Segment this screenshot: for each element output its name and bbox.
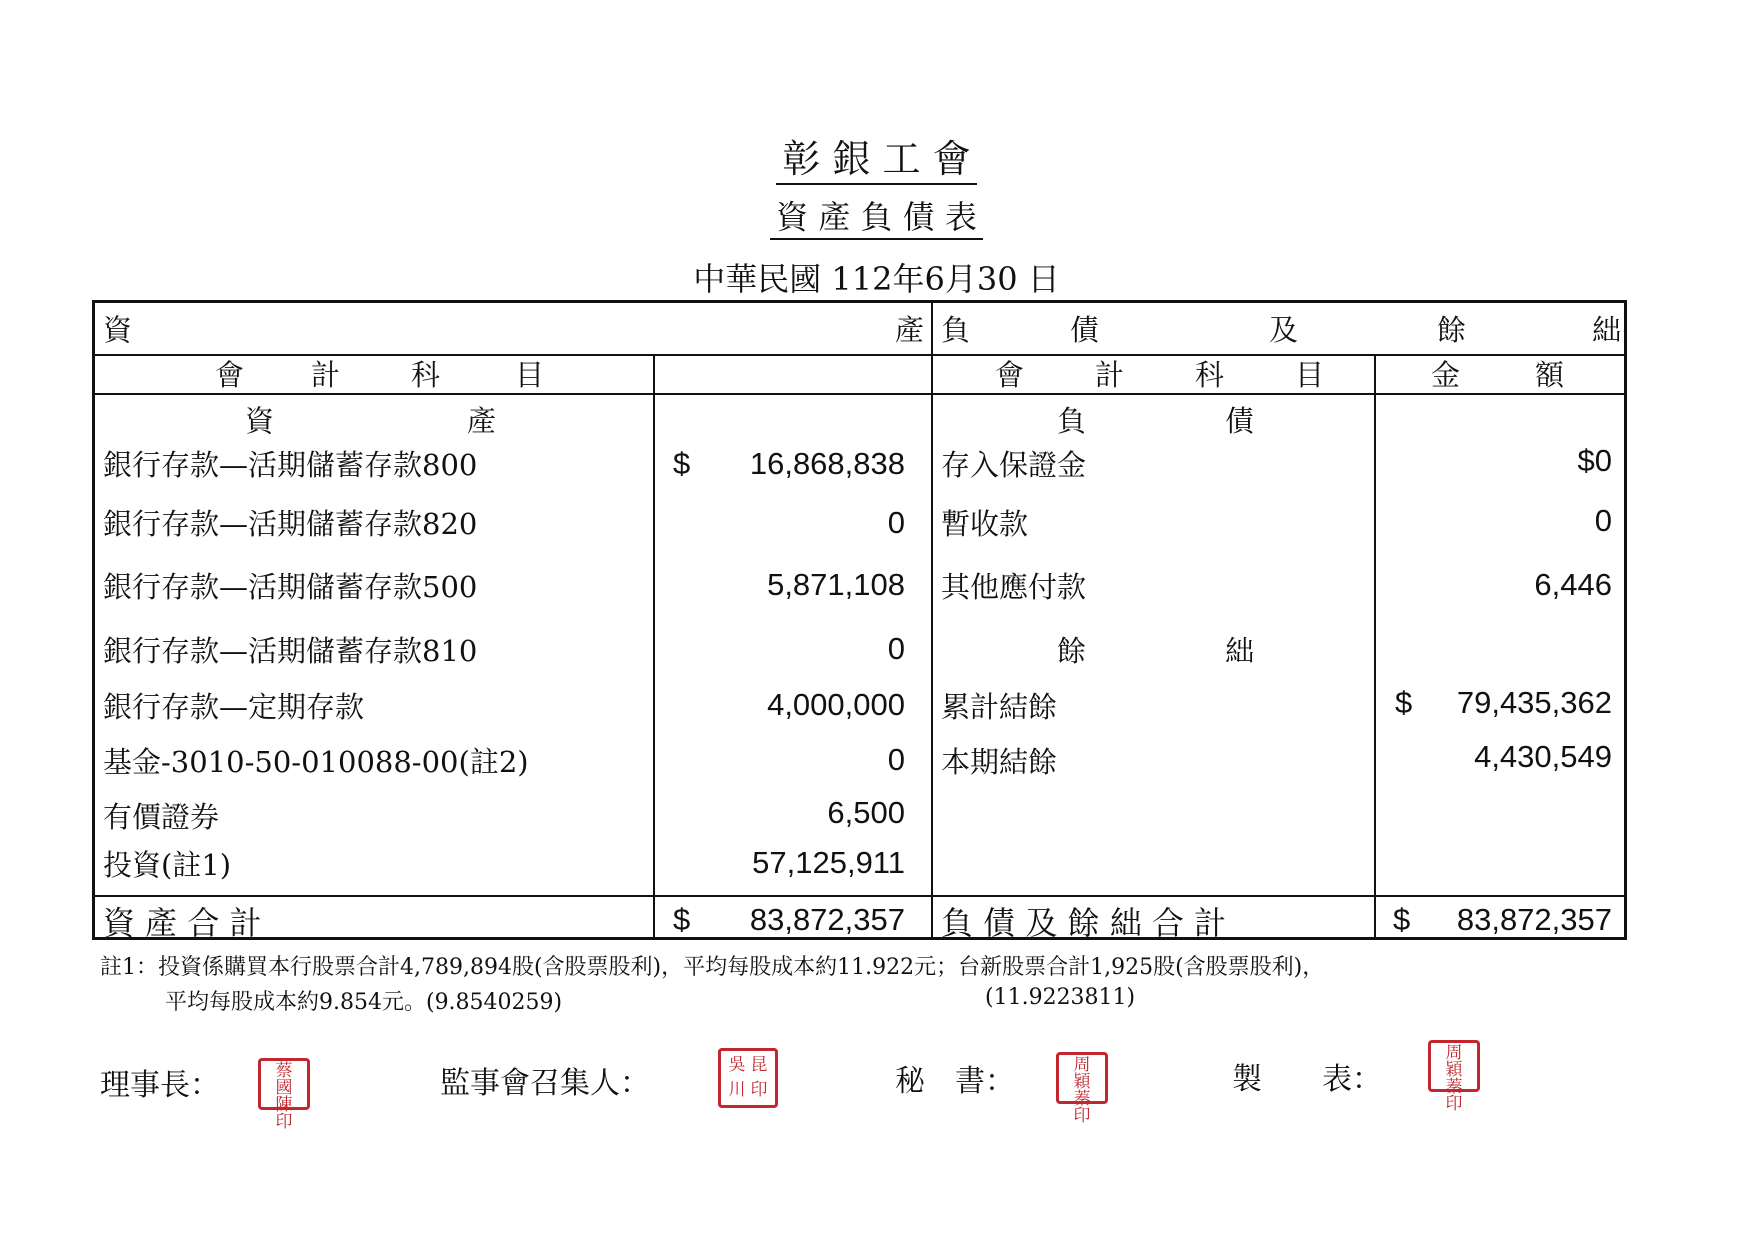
supervisor-label: 監事會召集人： bbox=[440, 1066, 650, 1101]
surplus-amount-0: 79,435,362 bbox=[1456, 685, 1612, 720]
asset-name-7: 投資(註1) bbox=[103, 848, 232, 882]
report-date: 中華民國 112年6月30 日 bbox=[0, 254, 1753, 300]
sub-account-left-4: 目 bbox=[515, 358, 545, 392]
assets-total-amount: 83,872,357 bbox=[749, 902, 905, 937]
asset-name-2: 銀行存款—活期儲蓄存款500 bbox=[103, 570, 478, 604]
surplus-name-1: 本期結餘 bbox=[941, 745, 1058, 779]
chairman-seal: 蔡 國 陳 印 bbox=[258, 1058, 310, 1110]
header-liab-char3: 及 bbox=[1269, 313, 1299, 347]
liab-section-char1: 負 bbox=[1057, 404, 1087, 438]
liab-name-1: 暫收款 bbox=[941, 507, 1029, 541]
surplus-name-0: 累計結餘 bbox=[941, 690, 1058, 724]
header-divider bbox=[95, 354, 1624, 356]
surplus-dollar-0: $ bbox=[1395, 685, 1413, 720]
sub-account-left-1: 會 bbox=[215, 358, 245, 392]
secretary-label: 秘 書： bbox=[895, 1064, 1015, 1099]
header-liab-char2: 債 bbox=[1070, 313, 1100, 347]
liab-total-dollar: $ bbox=[1393, 902, 1411, 937]
col-divider-1 bbox=[653, 354, 655, 937]
sub-account-left-3: 科 bbox=[411, 358, 441, 392]
preparer-seal: 周 穎 蓁 印 bbox=[1428, 1040, 1480, 1092]
supervisor-seal: 吳 昆 川 印 bbox=[718, 1048, 778, 1108]
asset-amount-3: 0 bbox=[887, 631, 905, 666]
liab-amount-2: 6,446 bbox=[1534, 567, 1612, 602]
header-liab-char5: 絀 bbox=[1592, 313, 1622, 347]
header-assets-char2: 產 bbox=[895, 313, 925, 347]
sub-amount-2: 額 bbox=[1535, 358, 1565, 392]
subheader-divider bbox=[95, 393, 1624, 395]
sub-account-left-2: 計 bbox=[311, 358, 341, 392]
liab-total-label: 負 債 及 餘 絀 合 計 bbox=[941, 904, 1227, 942]
surplus-section-char1: 餘 bbox=[1057, 634, 1087, 668]
balance-sheet-table bbox=[92, 300, 1627, 940]
sub-amount-1: 金 bbox=[1431, 358, 1461, 392]
preparer-label: 製 表： bbox=[1232, 1062, 1382, 1097]
note-line-2b: (11.9223811) bbox=[985, 985, 1136, 1010]
header-assets-char1: 資 bbox=[103, 313, 133, 347]
secretary-seal: 周 穎 蓁 印 bbox=[1056, 1052, 1108, 1104]
sheet-title: 資 產 負 債 表 bbox=[0, 192, 1753, 238]
col-divider-2 bbox=[931, 303, 933, 937]
asset-name-6: 有價證券 bbox=[103, 800, 220, 834]
assets-total-label: 資 產 合 計 bbox=[103, 904, 262, 942]
asset-dollar-0: $ bbox=[673, 446, 691, 481]
asset-name-4: 銀行存款—定期存款 bbox=[103, 690, 365, 724]
sub-account-right-3: 科 bbox=[1195, 358, 1225, 392]
asset-amount-0: 16,868,838 bbox=[749, 446, 905, 481]
asset-name-5: 基金-3010-50-010088-00(註2) bbox=[103, 745, 529, 779]
asset-amount-2: 5,871,108 bbox=[767, 567, 905, 602]
asset-amount-6: 6,500 bbox=[827, 795, 905, 830]
sub-account-right-1: 會 bbox=[995, 358, 1025, 392]
sub-account-right-4: 目 bbox=[1295, 358, 1325, 392]
chairman-label: 理事長： bbox=[100, 1068, 220, 1103]
sub-account-right-2: 計 bbox=[1095, 358, 1125, 392]
liab-name-2: 其他應付款 bbox=[941, 570, 1087, 604]
note-line-2: 平均每股成本約9.854元。(9.8540259) bbox=[165, 990, 563, 1015]
surplus-section-char2: 絀 bbox=[1225, 634, 1255, 668]
assets-section-char1: 資 bbox=[245, 404, 275, 438]
liab-section-char2: 債 bbox=[1225, 404, 1255, 438]
liab-amount-0: $0 bbox=[1577, 443, 1612, 478]
note-line-1: 註1：投資係購買本行股票合計4,789,894股(含股票股利)，平均每股成本約11.922元；台新股票合計1,925股(含股票股利)， bbox=[100, 955, 1325, 980]
asset-amount-1: 0 bbox=[887, 505, 905, 540]
asset-name-0: 銀行存款—活期儲蓄存款800 bbox=[103, 448, 478, 482]
asset-amount-5: 0 bbox=[887, 742, 905, 777]
col-divider-3 bbox=[1374, 354, 1376, 937]
liab-amount-1: 0 bbox=[1594, 503, 1612, 538]
asset-name-1: 銀行存款—活期儲蓄存款820 bbox=[103, 507, 478, 541]
header-liab-char1: 負 bbox=[941, 313, 971, 347]
org-title: 彰 銀 工 會 bbox=[0, 128, 1753, 183]
header-liab-char4: 餘 bbox=[1437, 313, 1467, 347]
assets-section-char2: 產 bbox=[467, 404, 497, 438]
surplus-amount-1: 4,430,549 bbox=[1474, 739, 1612, 774]
liab-name-0: 存入保證金 bbox=[941, 448, 1087, 482]
asset-name-3: 銀行存款—活期儲蓄存款810 bbox=[103, 634, 478, 668]
liab-total-amount: 83,872,357 bbox=[1456, 902, 1612, 937]
asset-amount-7: 57,125,911 bbox=[752, 845, 905, 880]
totals-divider bbox=[95, 895, 1624, 897]
asset-amount-4: 4,000,000 bbox=[767, 687, 905, 722]
assets-total-dollar: $ bbox=[673, 902, 691, 937]
